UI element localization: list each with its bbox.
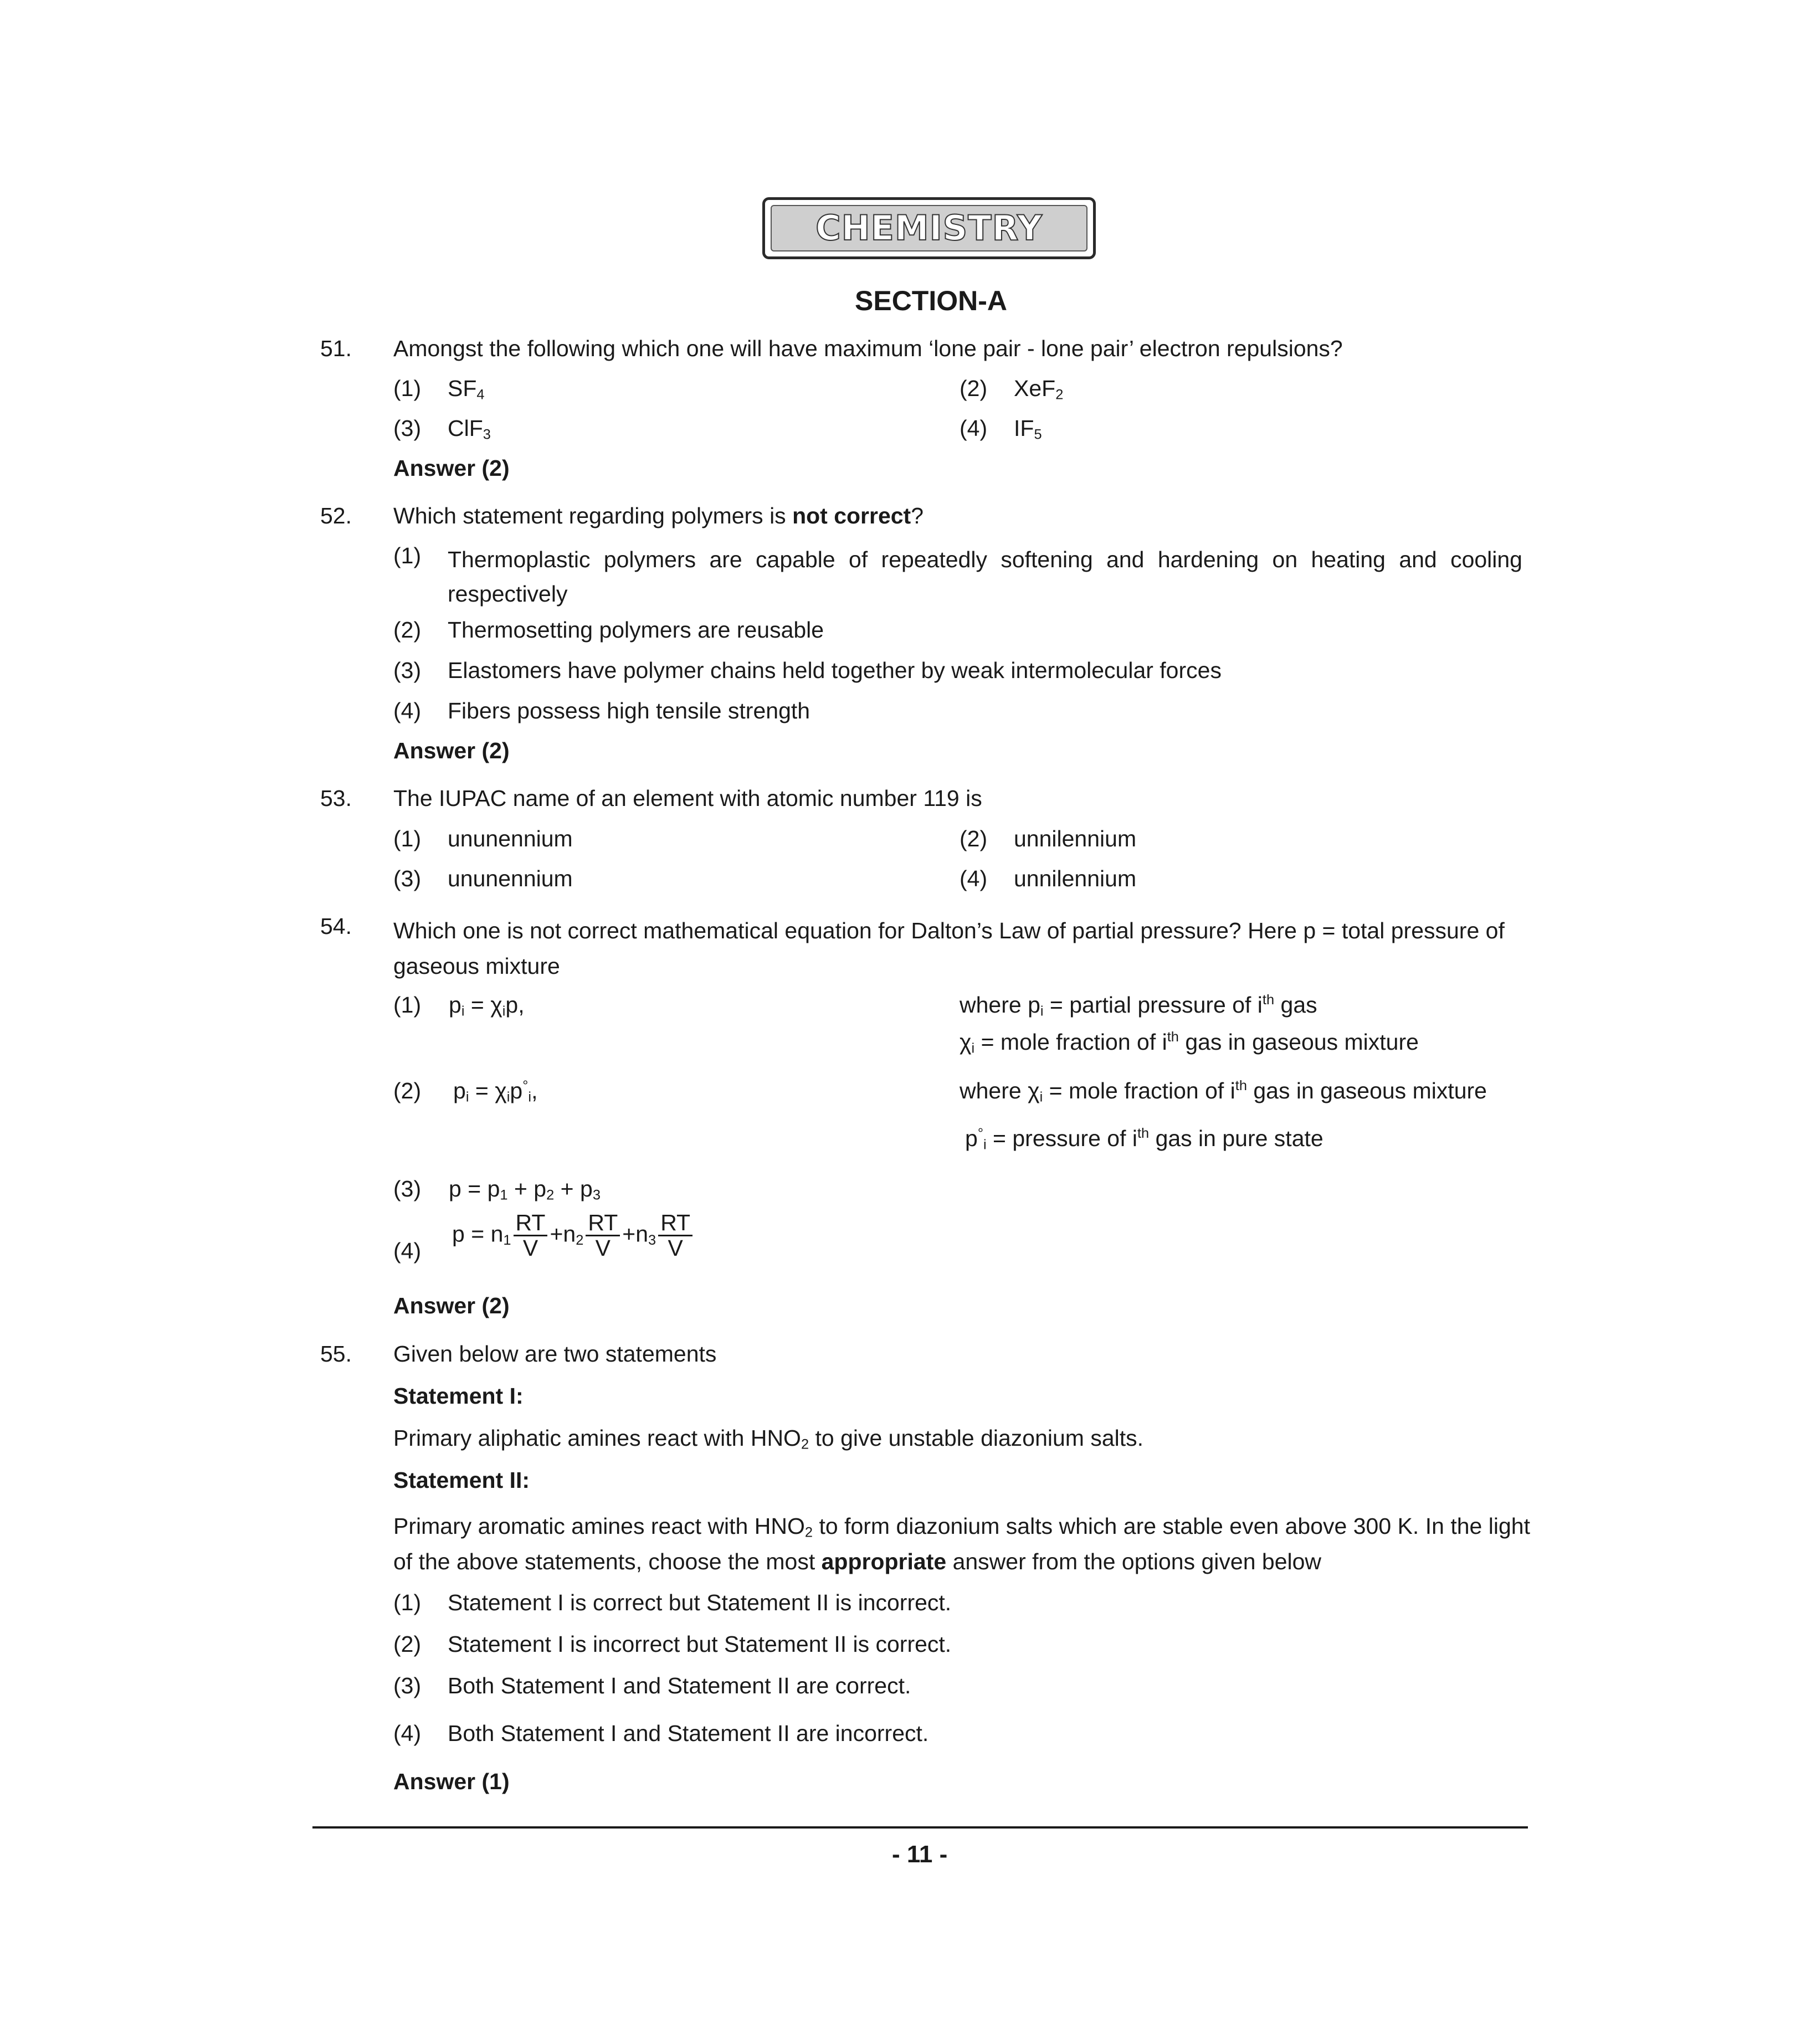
- option-text: Thermoplastic polymers are capable of repeatedly softening and hardening on heating and cooling respectively: [448, 547, 1522, 607]
- subject-banner-inner: [771, 205, 1087, 251]
- statement-label: Statement I:: [393, 1383, 524, 1409]
- option-number: (1): [393, 376, 422, 401]
- option-text: Both Statement I and Statement II are correct.: [448, 1673, 911, 1698]
- question-number: 54.: [320, 913, 352, 939]
- option-text: Statement I is incorrect but Statement II is correct.: [448, 1631, 952, 1657]
- option-number: (4): [960, 415, 988, 441]
- option-text: ClF$_3$: [448, 415, 491, 443]
- option-text: ununennium: [448, 826, 573, 851]
- option-number: (2): [393, 1078, 422, 1103]
- answer-label: Answer (2): [393, 455, 510, 481]
- option-number: (4): [393, 1721, 422, 1746]
- subject-banner: [762, 197, 1096, 259]
- option-text: unnilennium: [1014, 866, 1137, 891]
- option-text: Fibers possess high tensile strength: [448, 698, 810, 723]
- question-number: 51.: [320, 336, 352, 361]
- option-number: (1): [393, 992, 422, 1018]
- fraction: $\frac{RT}{V}$: [658, 1211, 692, 1260]
- fraction: $\frac{RT}{V}$: [514, 1211, 548, 1260]
- option-number: (3): [393, 866, 422, 891]
- answer-label: Answer (2): [393, 1293, 510, 1318]
- section-heading: SECTION-A: [855, 285, 1007, 316]
- formula-option-1: $p_i = \chi_ip$,: [449, 992, 525, 1019]
- option-number: (1): [393, 543, 422, 568]
- option-text: $SF_4$: [448, 376, 485, 403]
- question-number: 55.: [320, 1341, 352, 1367]
- option-text: ununennium: [448, 866, 573, 891]
- option-text: Statement I is correct but Statement II is incorrect.: [448, 1590, 952, 1615]
- answer-label: Answer (2): [393, 738, 510, 763]
- question-text: The IUPAC name of an element with atomic number 119 is: [393, 785, 982, 811]
- option-text: $IF_5$: [1014, 415, 1042, 443]
- definition-text: $\chi_i$ = mole fraction of $i^{th}$ gas in gaseous mixture: [960, 1029, 1419, 1056]
- option-number: (4): [393, 1238, 422, 1264]
- footer-divider: [312, 1826, 1528, 1829]
- option-text: Both Statement I and Statement II are incorrect.: [448, 1721, 929, 1746]
- option-number: (3): [393, 658, 422, 683]
- option-number: (4): [393, 698, 422, 723]
- option-number: (3): [393, 1673, 422, 1698]
- question-number: 52.: [320, 503, 352, 528]
- page-number: - 11 -: [892, 1841, 948, 1868]
- option-text: XeF$_2$: [1014, 376, 1064, 403]
- question-text: Which statement regarding polymers is not correct?: [393, 503, 924, 528]
- subject-title: CHEMISTRY: [815, 207, 1043, 248]
- option-number: (4): [960, 866, 988, 891]
- question-number: 53.: [320, 785, 352, 811]
- formula-option-4: $p = n_1$ $\frac{RT}{V}$ $+n_2$ $\frac{RT}{V}$ $+n_3$ $\frac{RT}{V}$: [452, 1211, 695, 1260]
- question-text: Which one is not correct mathematical equation for Dalton’s Law of partial pressure? Here p = total pressure of gaseous mixture: [393, 918, 1505, 979]
- option-number: (1): [393, 826, 422, 851]
- question-text: Amongst the following which one will have maximum ‘lone pair - lone pair’ electron repulsions?: [393, 336, 1343, 361]
- statement-text: Primary aromatic amines react with $HNO_2$ to form diazonium salts which are stable even above 300 K. In the light of the above statements, choose the most appropriate answer from the options given below: [393, 1513, 1530, 1574]
- option-number: (2): [393, 1631, 422, 1657]
- option-text: Elastomers have polymer chains held together by weak intermolecular forces: [448, 658, 1222, 683]
- option-number: (3): [393, 415, 422, 441]
- option-number: (1): [393, 1590, 422, 1615]
- fraction: $\frac{RT}{V}$: [586, 1211, 620, 1260]
- option-text: Thermosetting polymers are reusable: [448, 617, 824, 643]
- statement-label: Statement II:: [393, 1467, 530, 1493]
- option-number: (3): [393, 1176, 422, 1201]
- option-text: unnilennium: [1014, 826, 1137, 851]
- formula-option-3: $p = p_1 + p_2 + p_3$: [449, 1176, 601, 1203]
- option-number: (2): [960, 376, 988, 401]
- answer-label: Answer (1): [393, 1769, 510, 1794]
- definition-text: where $\chi_i$ = mole fraction of $i^{th}$ gas in gaseous mixture: [960, 1077, 1487, 1105]
- option-number: (2): [960, 826, 988, 851]
- definition-text: $p^\circ_i$ = pressure of $i^{th}$ gas in pure state: [965, 1125, 1323, 1153]
- question-text: Given below are two statements: [393, 1341, 717, 1367]
- option-number: (2): [393, 617, 422, 643]
- formula-option-2: $p_i = \chi_ip^\circ_i$,: [453, 1077, 538, 1105]
- definition-text: where $p_i$ = partial pressure of $i^{th}$ gas: [960, 992, 1317, 1019]
- statement-text: Primary aliphatic amines react with $HNO_2$ to give unstable diazonium salts.: [393, 1425, 1144, 1452]
